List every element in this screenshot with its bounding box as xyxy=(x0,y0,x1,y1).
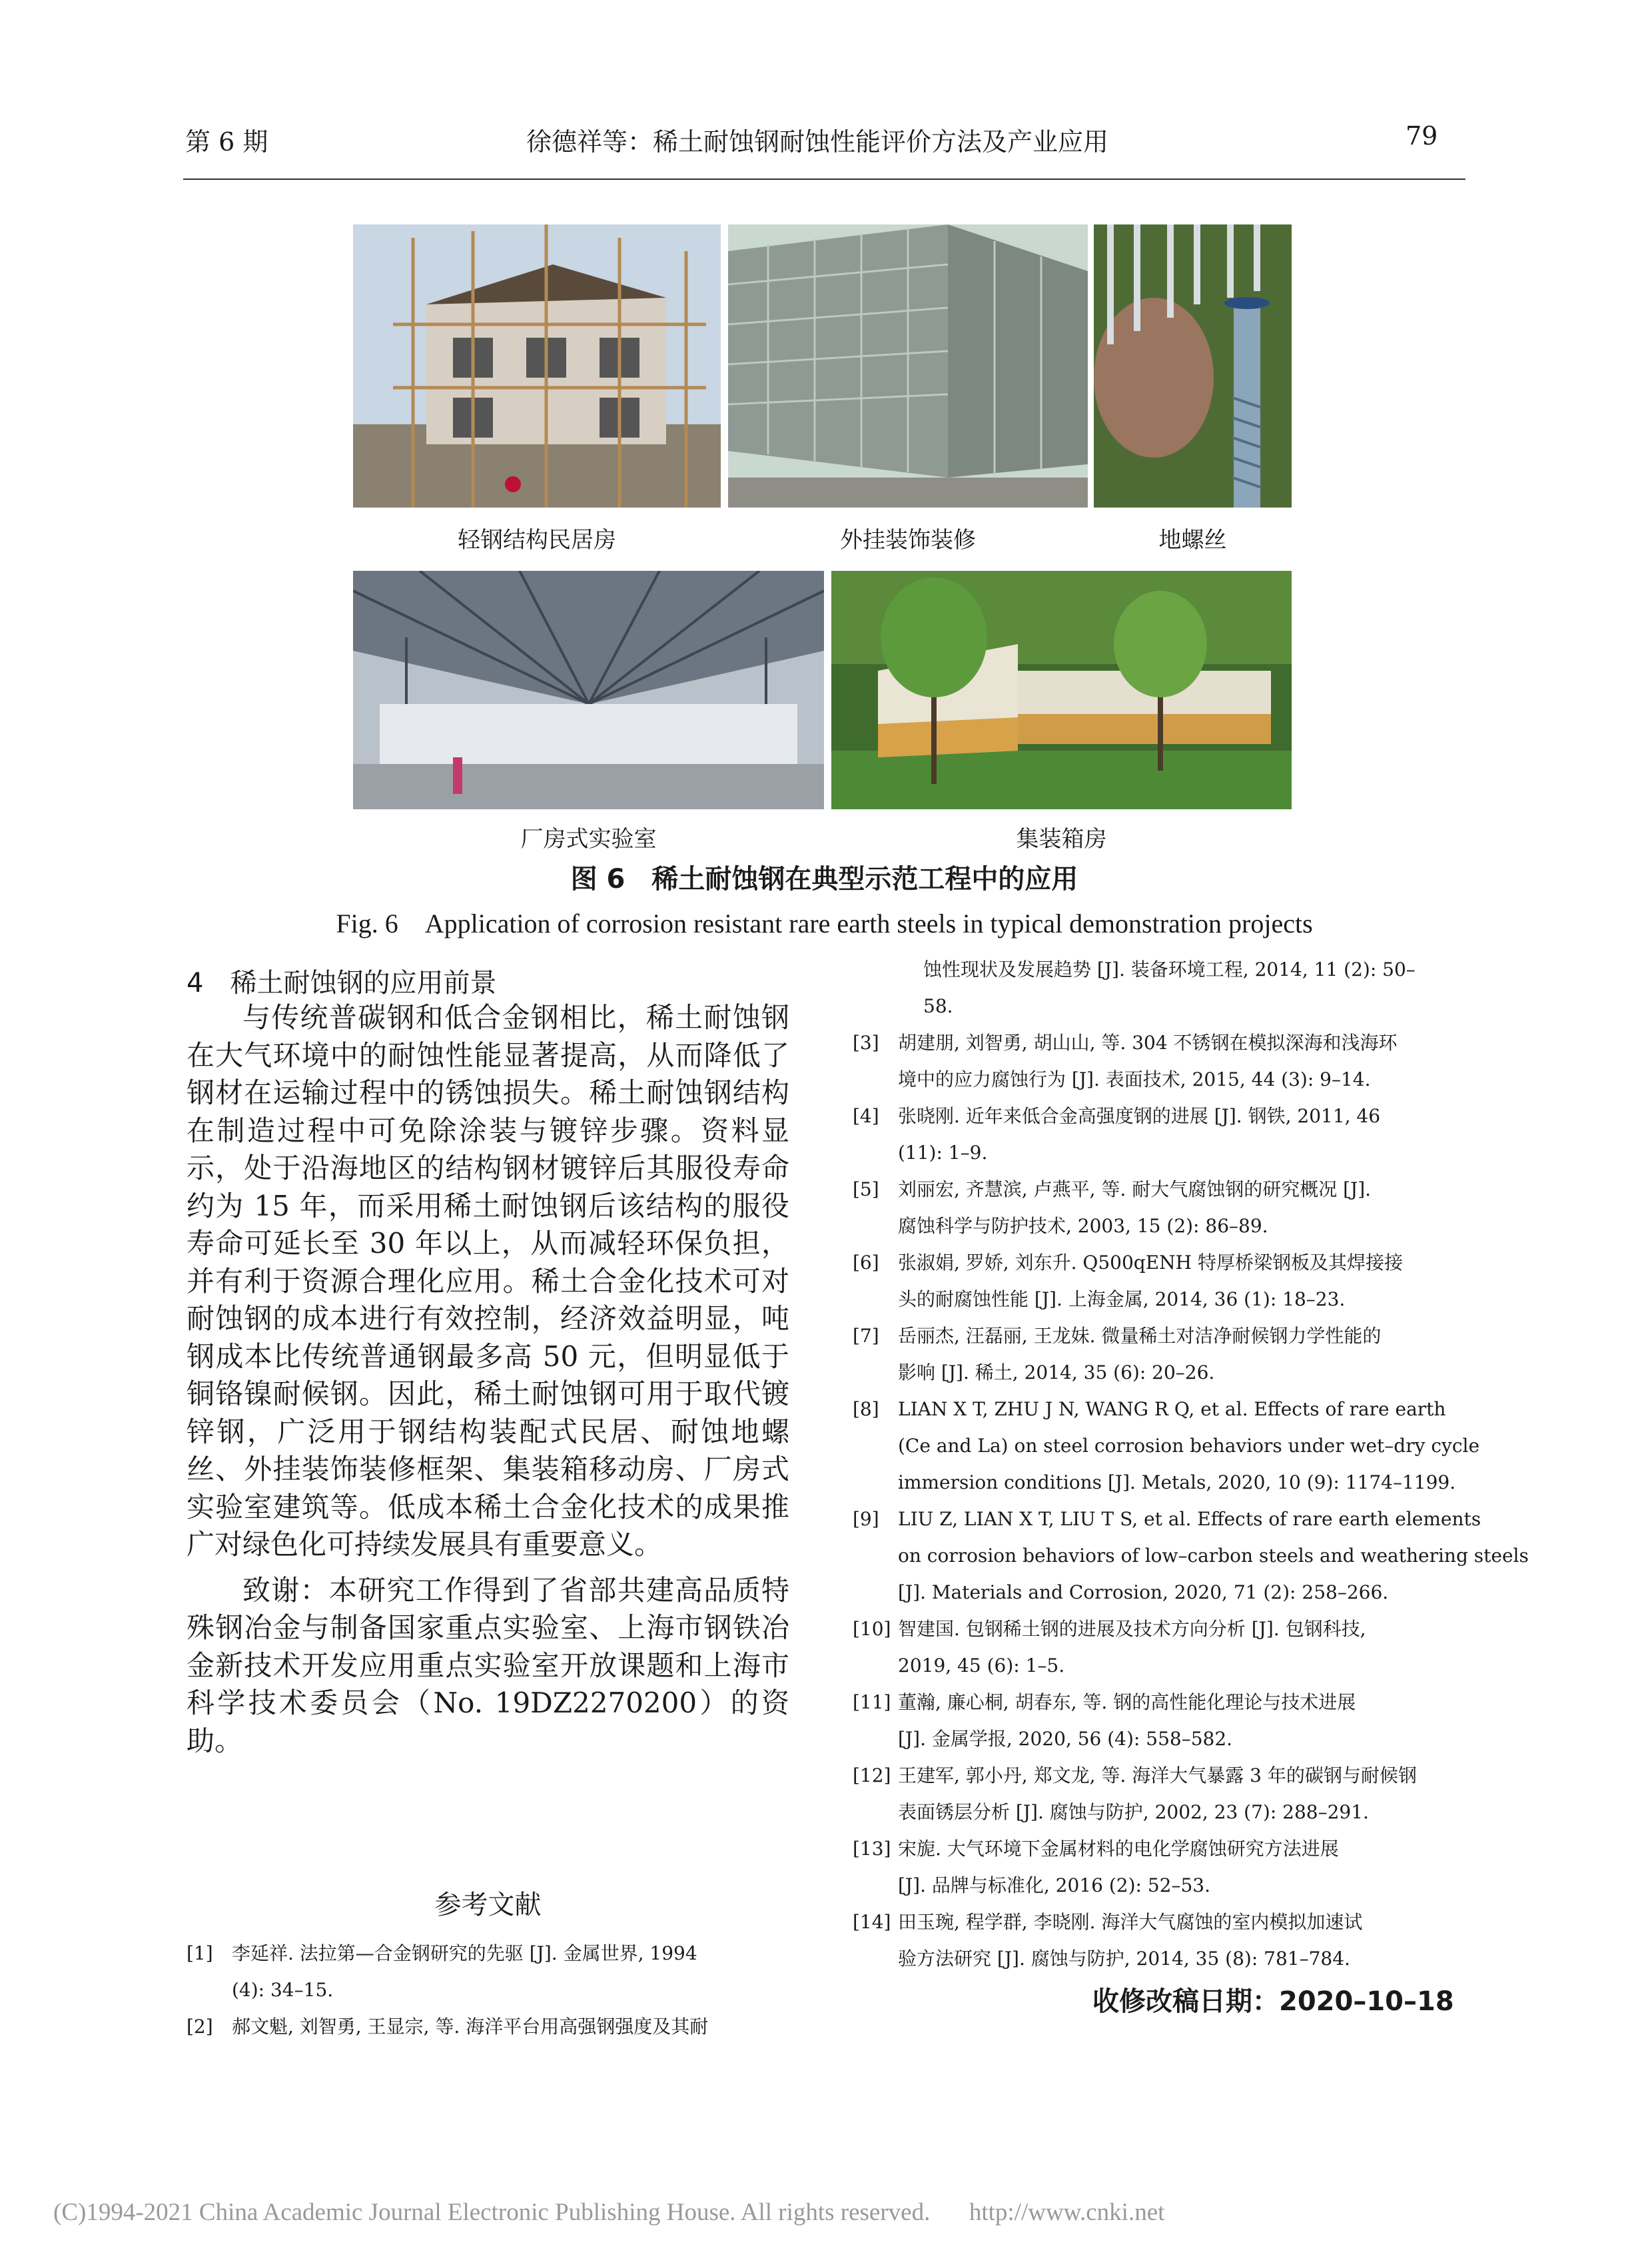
reference-line: [J]. 品牌与标准化, 2016 (2): 52–53. xyxy=(898,1874,1210,1896)
reference-line: 张淑娟, 罗娇, 刘东升. Q500qENH 特厚桥梁钢板及其焊接接 xyxy=(898,1252,1403,1274)
section-paragraph-1: 与传统普碳钢和低合金钢相比，稀土耐蚀钢在大气环境中的耐蚀性能显著提高，从而降低了钢材在运输过程中的锈蚀损失。稀土耐蚀钢结构在制造过程中可免除涂装与镀锌步骤。资料显示，处于沿海地区的结构钢材镀锌后其服役寿命约为 15 年，而采用稀土耐蚀钢后该结构的服役寿命可延长至 30 年以上，从而减轻环保负担，并有利于资源合理化应用。稀土合金化技术可对耐蚀钢的成本进行有效控制，经济效益明显，吨钢成本比传统普通钢最多高 50 元，但明显低于铜铬镍耐候钢。因此，稀土耐蚀钢可用于取代镀锌钢，广泛用于钢结构装配式民居、耐蚀地螺丝、外挂装饰装修框架、集装箱移动房、厂房式实验室建筑等。低成本稀土合金化技术的成果推广对绿色化可持续发展具有重要意义。 xyxy=(187,1001,789,1561)
caption-light-steel-house: 轻钢结构民居房 xyxy=(458,527,616,554)
reference-line: (4): 34–15. xyxy=(232,1979,334,2001)
caption-facade-decoration: 外挂装饰装修 xyxy=(840,527,976,554)
reference-line: 郝文魁, 刘智勇, 王显宗, 等. 海洋平台用高强钢强度及其耐 xyxy=(232,2016,709,2038)
figure-caption-cn: 图 6 稀土耐蚀钢在典型示范工程中的应用 xyxy=(570,864,1078,895)
reference-line: 58. xyxy=(923,995,953,1017)
reference-number: [3] xyxy=(853,1032,879,1054)
reference-line: (Ce and La) on steel corrosion behaviors under wet–dry cycle xyxy=(898,1435,1480,1457)
footer-url[interactable]: http://www.cnki.net xyxy=(969,2199,1165,2226)
photo-ground-screw xyxy=(1094,224,1292,508)
reference-line: 蚀性现状及发展趋势 [J]. 装备环境工程, 2014, 11 (2): 50– xyxy=(923,958,1416,980)
reference-line: 胡建朋, 刘智勇, 胡山山, 等. 304 不锈钢在模拟深海和浅海环 xyxy=(898,1032,1398,1054)
reference-line: 王建军, 郭小丹, 郑文龙, 等. 海洋大气暴露 3 年的碳钢与耐候钢 xyxy=(898,1764,1417,1786)
reference-line: [J]. Materials and Corrosion, 2020, 71 (2): 258–266. xyxy=(898,1581,1389,1603)
reference-line: 表面锈层分析 [J]. 腐蚀与防护, 2002, 23 (7): 288–291. xyxy=(898,1801,1369,1823)
reference-line: 智建国. 包钢稀土钢的进展及技术方向分析 [J]. 包钢科技, xyxy=(898,1618,1366,1640)
received-date: 收修改稿日期：2020–10–18 xyxy=(1092,1986,1454,2017)
page-number: 79 xyxy=(1406,121,1438,151)
reference-line: (11): 1–9. xyxy=(898,1142,988,1164)
copyright-footer xyxy=(53,2198,1164,2227)
caption-factory-lab: 厂房式实验室 xyxy=(520,826,657,853)
copyright-text: (C)1994-2021 China Academic Journal Electronic Publishing House. All rights reserved. xyxy=(53,2199,931,2226)
reference-number: [5] xyxy=(853,1178,879,1200)
acknowledgement-paragraph: 致谢：本研究工作得到了省部共建高品质特殊钢冶金与制备国家重点实验室、上海市钢铁冶金新技术开发应用重点实验室开放课题和上海市科学技术委员会（No. 19DZ2270200）的资助。 xyxy=(187,1573,789,1757)
reference-number: [8] xyxy=(853,1398,879,1420)
section-title: 4 稀土耐蚀钢的应用前景 xyxy=(187,968,497,998)
reference-line: 2019, 45 (6): 1–5. xyxy=(898,1655,1065,1677)
reference-line: 腐蚀科学与防护技术, 2003, 15 (2): 86–89. xyxy=(898,1215,1268,1237)
reference-line: 董瀚, 廉心桐, 胡春东, 等. 钢的高性能化理论与技术进展 xyxy=(898,1691,1356,1713)
header-rule xyxy=(183,179,1465,180)
reference-line: 岳丽杰, 汪磊丽, 王龙妹. 微量稀土对洁净耐候钢力学性能的 xyxy=(898,1325,1382,1347)
reference-number: [12] xyxy=(853,1764,891,1786)
section-body xyxy=(187,999,789,1760)
reference-line: on corrosion behaviors of low–carbon steels and weathering steels xyxy=(898,1545,1529,1567)
reference-line: 宋旎. 大气环境下金属材料的电化学腐蚀研究方法进展 xyxy=(898,1838,1339,1860)
running-title: 徐德祥等：稀土耐蚀钢耐蚀性能评价方法及产业应用 xyxy=(526,127,1109,157)
caption-container-house: 集装箱房 xyxy=(1016,826,1107,853)
photo-light-steel-house xyxy=(353,224,721,508)
reference-number: [10] xyxy=(853,1618,891,1640)
reference-number: [11] xyxy=(853,1691,891,1713)
reference-line: 张晓刚. 近年来低合金高强度钢的进展 [J]. 钢铁, 2011, 46 xyxy=(898,1105,1381,1127)
reference-number: [6] xyxy=(853,1252,879,1274)
reference-line: 影响 [J]. 稀土, 2014, 35 (6): 20–26. xyxy=(898,1361,1215,1383)
reference-line: 刘丽宏, 齐慧滨, 卢燕平, 等. 耐大气腐蚀钢的研究概况 [J]. xyxy=(898,1178,1372,1200)
reference-line: LIAN X T, ZHU J N, WANG R Q, et al. Effects of rare earth xyxy=(898,1398,1446,1420)
references-title: 参考文献 xyxy=(434,1890,542,1920)
photo-container-house xyxy=(831,571,1292,809)
reference-line: 李延祥. 法拉第—合金钢研究的先驱 [J]. 金属世界, 1994 xyxy=(232,1942,697,1964)
issue-label: 第 6 期 xyxy=(185,127,268,157)
reference-number: [13] xyxy=(853,1838,891,1860)
figure-caption-en: Fig. 6 Application of corrosion resistant rare earth steels in typical demonstration projects xyxy=(336,909,1313,938)
reference-number: [2] xyxy=(187,2016,213,2038)
reference-number: [14] xyxy=(853,1911,891,1933)
reference-line: 头的耐腐蚀性能 [J]. 上海金属, 2014, 36 (1): 18–23. xyxy=(898,1288,1346,1310)
reference-line: 境中的应力腐蚀行为 [J]. 表面技术, 2015, 44 (3): 9–14. xyxy=(898,1068,1371,1090)
reference-line: LIU Z, LIAN X T, LIU T S, et al. Effects of rare earth elements xyxy=(898,1508,1481,1530)
reference-number: [4] xyxy=(853,1105,879,1127)
reference-line: [J]. 金属学报, 2020, 56 (4): 558–582. xyxy=(898,1728,1233,1750)
photo-facade-decoration xyxy=(728,224,1088,508)
caption-ground-screw: 地螺丝 xyxy=(1158,527,1227,554)
reference-line: immersion conditions [J]. Metals, 2020, 10 (9): 1174–1199. xyxy=(898,1471,1456,1493)
reference-number: [7] xyxy=(853,1325,879,1347)
reference-number: [9] xyxy=(853,1508,879,1530)
photo-factory-lab xyxy=(353,571,824,809)
reference-line: 验方法研究 [J]. 腐蚀与防护, 2014, 35 (8): 781–784. xyxy=(898,1948,1350,1970)
reference-line: 田玉琬, 程学群, 李晓刚. 海洋大气腐蚀的室内模拟加速试 xyxy=(898,1911,1363,1933)
reference-number: [1] xyxy=(187,1942,213,1964)
